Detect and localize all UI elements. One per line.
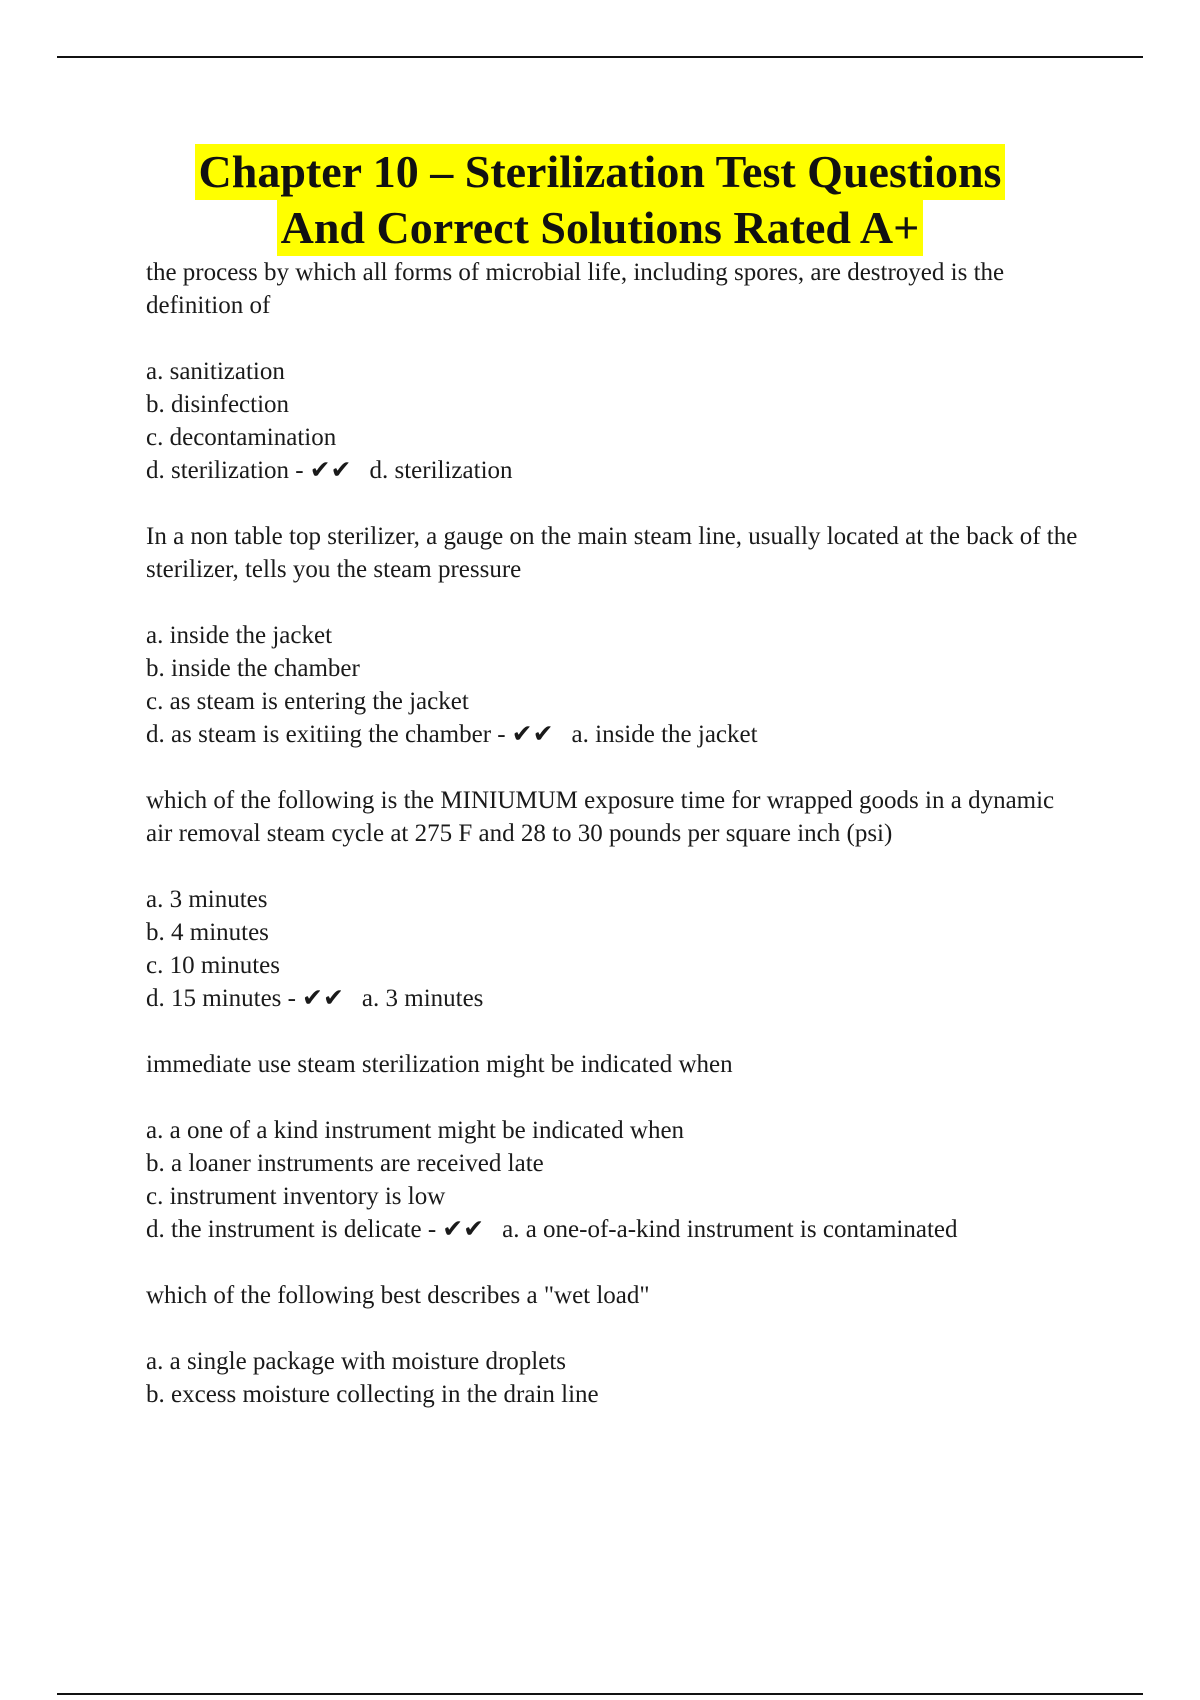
checkmark-icon: ✔✔	[302, 985, 344, 1012]
title-line-1: Chapter 10 – Sterilization Test Questions	[195, 144, 1006, 200]
option-list	[146, 355, 1086, 487]
option-item: b. excess moisture collecting in the drain line	[146, 1381, 599, 1408]
checkmark-icon: ✔✔	[511, 721, 554, 748]
option-item: a. a one of a kind instrument might be indicated when	[146, 1117, 685, 1144]
option-item: b. inside the chamber	[146, 655, 360, 682]
option-item-with-answer	[146, 454, 1086, 487]
option-item: b. disinfection	[146, 391, 290, 418]
question-prompt: immediate use steam sterilization might be indicated when	[146, 1051, 733, 1078]
document-title	[0, 144, 1200, 256]
option-item-with-answer	[146, 718, 1086, 751]
option-text: d. the instrument is delicate -	[146, 1216, 437, 1243]
question-prompt: which of the following best describes a "wet load"	[146, 1282, 650, 1309]
option-list	[146, 1114, 1086, 1246]
question-list	[146, 256, 1086, 1444]
option-item: c. decontamination	[146, 424, 337, 451]
option-item: b. a loaner instruments are received late	[146, 1150, 544, 1177]
option-item: c. 10 minutes	[146, 952, 281, 979]
correct-answer: a. a one-of-a-kind instrument is contaminated	[502, 1216, 958, 1243]
question-prompt: which of the following is the MINIUMUM exposure time for wrapped goods in a dynamic air removal steam cycle at 275 F and 28 to 30 pounds per square inch (psi)	[146, 787, 1055, 847]
option-text: d. as steam is exitiing the chamber -	[146, 721, 506, 748]
correct-answer: d. sterilization	[369, 457, 513, 484]
title-line-2: And Correct Solutions Rated A+	[277, 200, 924, 256]
option-item: a. inside the jacket	[146, 622, 333, 649]
option-list	[146, 619, 1086, 751]
option-item-with-answer	[146, 982, 1086, 1015]
correct-answer: a. 3 minutes	[361, 985, 484, 1012]
option-item: a. 3 minutes	[146, 886, 268, 913]
option-item: c. instrument inventory is low	[146, 1183, 446, 1210]
option-item: b. 4 minutes	[146, 919, 269, 946]
checkmark-icon: ✔✔	[309, 457, 352, 484]
footer-rule	[57, 1693, 1143, 1695]
option-text: d. 15 minutes -	[146, 985, 296, 1012]
option-item: a. sanitization	[146, 358, 285, 385]
option-item: c. as steam is entering the jacket	[146, 688, 469, 715]
question-block	[146, 1279, 1086, 1411]
option-list	[146, 883, 1086, 1015]
correct-answer: a. inside the jacket	[571, 721, 758, 748]
question-block	[146, 520, 1086, 751]
question-block	[146, 1048, 1086, 1246]
question-block	[146, 256, 1086, 487]
option-text: d. sterilization -	[146, 457, 304, 484]
option-list	[146, 1345, 1086, 1411]
question-prompt: In a non table top sterilizer, a gauge on the main steam line, usually located at the back of the sterilizer, tells you the steam pressure	[146, 523, 1078, 583]
option-item: a. a single package with moisture droplets	[146, 1348, 567, 1375]
option-item-with-answer	[146, 1213, 1086, 1246]
checkmark-icon: ✔✔	[442, 1216, 485, 1243]
question-prompt: the process by which all forms of microbial life, including spores, are destroyed is the definition of	[146, 259, 1005, 319]
header-rule	[57, 56, 1143, 58]
question-block	[146, 784, 1086, 1015]
